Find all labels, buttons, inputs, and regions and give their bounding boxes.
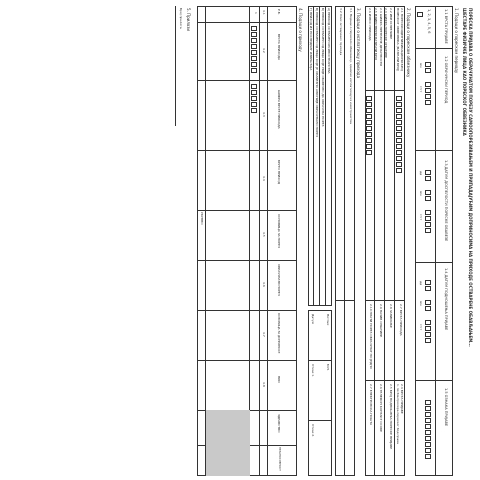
col-1-4-label: 1.4 ДАТУМ ПОДНОШЕЊА ПРИЈАВЕ [444,268,448,331]
period-month-cells[interactable] [425,62,431,74]
s2-row-5: 2.5 ЈЕДИНСТВЕНИ МАТИЧНИ БРОЈ [374,8,378,61]
row1-sifra-cells[interactable] [251,84,257,114]
s2-row-3: 2.3 ШИФРА ПОРЕСКЕ ОПШТИНЕ [384,8,388,59]
sign-block [308,310,332,476]
col-1-2-label: 1.2 ОБРАЧУНСКИ ПЕРИОД [444,56,448,104]
s2-far-3: 2.6 ТЕЛЕФОН КОНТАКТ ОСОБЕ [379,384,383,433]
otkaz1-label: Отказ 1. [311,364,315,378]
due-dd-label: дд [419,171,423,176]
s2-far-0: 2.4 ВРСТА ПРИЈАВЕ [400,384,404,414]
section2-heading: 2. Подаци о пореском обвезнику [406,8,411,78]
due-year-cells[interactable] [425,210,431,234]
checkbox-v[interactable]: В) ПРИХОД ОСТВАРЕН ОД ЛИЦА КОЈЕ ЈЕ ОБАВЕЗНО АЛИ НИЈЕ ОБРАЧУНАЛО ПОРЕЗ [315,8,319,137]
checkbox-b[interactable]: Б) ПРИХОД ОСТВАРЕН ОД ЛИЦА КОЈЕ НИЈЕ ОБАВЕЗНО ДА ОБРАЧУНА ПОРЕЗ [321,8,325,127]
section4-heading: 4. Подаци о приходу [298,8,303,52]
form-subtitle: ШЕСТАРЕ ФИЗИЧКЕ ЛИЦА КАО ПОРЕСКОГ ОБВЕЗНИКА [462,8,467,136]
col-rb: Р.Б. [277,9,281,15]
period-yyyy-label: гггг [419,86,423,93]
col-pio: ПИО [277,376,281,383]
s2-row-1: ПОРЕСКОГ ОБВЕЗНИКА (МАТИЧНИ БРОЈ) [396,8,400,72]
submit-mm-label: мм [419,301,423,306]
s3-row-1: 3.2 Опис остварених прихода [339,8,343,56]
col-osnovica: ОСНОВИЦА ЗА ПОРЕЗ [277,214,281,248]
submit-year-cells[interactable] [425,320,431,344]
s2-right-0: 2.7 ВРСТА ПРИХОДА [399,304,403,336]
col-bruto: БРУТО ПРИХОД [277,160,281,184]
due-mm-label: мм [419,191,423,196]
col-porez: ОБРАЧУНАТИ ПОРЕЗ [277,264,281,296]
submit-dd-label: дд [419,281,423,286]
section5-heading: 5. Прилози [186,8,191,31]
s2-right-3: 2.10 ПЛАТИ ПОРЕЗ ОБРАЧУНАТ ПО ЈЕДНО [369,304,373,369]
mark-cells[interactable] [425,400,431,460]
col-1-1-label: 1.1 ВРСТА ПРИЈАВЕ [444,9,448,44]
col-sifra: ШИФРА ВРСТЕ ПРИХОДА [277,90,281,129]
form-title: ПОРЕСКА ПРИЈАВА О ОБРАЧУНАТОМ ПОРЕЗУ САМООПОРЕЗИВАЊЕМ И ПРИПАДАЈУЋИМ ДОПРИНОСИМА НА ПРИХОДЕ ОСТВАРЕНЕ ОБАВЉАЊЕМ... [468,8,473,347]
checkbox-g[interactable]: Г) ПРИХОД ИЗ ПОСЛЕДЊЕГ ИЗВЕШТАЈА [309,8,313,71]
row1-vrsta-cells[interactable] [251,26,257,74]
colnum-1: 4.1 [262,10,266,15]
row-number: 1 [254,12,258,14]
type-cell[interactable] [417,12,423,18]
colnum-2: 4.2 [262,48,266,53]
s2-far-1: 1. по Контролора пореског бод права [396,384,400,444]
total-label: УКУПНО [200,212,204,225]
s2-far-4: 2.7 ЕЛЕКТРОНСКА ПОШТА [369,384,373,426]
col-osn-dopr: ОСНОВИЦА ЗА ДОПРИНОСЕ [277,313,281,354]
due-yyyy-label: гггг [419,214,423,221]
date-label: Датум [311,314,315,324]
col-1-5-label: 1.5 ОЗНАКА ПРИЈАВЕ [444,388,448,427]
s2-row-6: 2.6 ИЗНОС ПРИХОДА [368,8,372,41]
period-year-cells[interactable] [425,82,431,106]
due-month-cells[interactable] [425,190,431,202]
colnum-8: 4.8 [262,382,266,387]
submit-month-cells[interactable] [425,300,431,312]
due-day-cells[interactable] [425,170,431,182]
mp-label: М.П. [326,364,330,371]
otkaz2-label: Отказ 2. [311,424,315,438]
income-table [197,6,297,476]
s2-right-2: 2.9 НАЗИВ ОПШТИНЕ [379,304,383,338]
colnum-6: 4.6 [262,282,266,287]
shaded-area [206,410,250,476]
section1-heading: 1. Подаци о пореском периоду [454,8,459,74]
type-options: 1, 2, 3, 4, 5, 6 [427,9,431,34]
sign-label: Потпис [326,314,330,326]
pib-cells[interactable] [396,96,402,174]
colnum-7: 4.7 [262,332,266,337]
submit-day-cells[interactable] [425,280,431,292]
submit-yyyy-label: гггг [419,324,423,331]
checkbox-a[interactable]: A) ПРИХОД ОСТВАРЕН ИЗ ИНОСТРАНСТВА [327,8,331,74]
colnum-3: 4.3 [262,112,266,117]
attachments-line: Број прилога [179,8,183,29]
s2-row-2: 2.2 ИМЕ И ПРЕЗИМЕ [389,8,393,40]
s2-row-4: 2.4 ШИФРА ПРЕТЕЖНЕ ДЕЛАТНОСТИ [379,8,383,66]
s2-row-0: 2.1 ПОРЕСКИ ИДЕНТИФИКАЦИОНИ БРОЈ [400,8,404,71]
s3-row-0: 3.1 Подаци о пореском обвезнику, односно исплатиоцу из иностранства [349,8,353,124]
col-nezap: НЕЗАПОСЛЕНОСТ [278,447,281,471]
s2-far-2: 2.5 БРОЈ ПОДНОШЕЊА ПОРЕСКЕ ПРИЈАВЕ [389,384,393,450]
income-cells[interactable] [366,96,372,156]
col-1-3-label: 1.3 ДАТУМ ДОСПЕЛОСТИ ПОРЕСКЕ ОБАВЕЗЕ [444,160,448,242]
section3-heading: 3. Подаци о исплатиоцу прихода [356,8,361,79]
s2-right-1: 2.8 ЗАНИМАЊЕ [389,304,393,328]
period-mm-label: мм [419,63,423,68]
colnum-4: 4.4 [262,176,266,181]
col-vrsta: ВРСТА ПРИХОДА [277,34,281,60]
col-zdravstvo: ЗДРАВСТВО [277,414,281,433]
colnum-5: 4.5 [262,232,266,237]
